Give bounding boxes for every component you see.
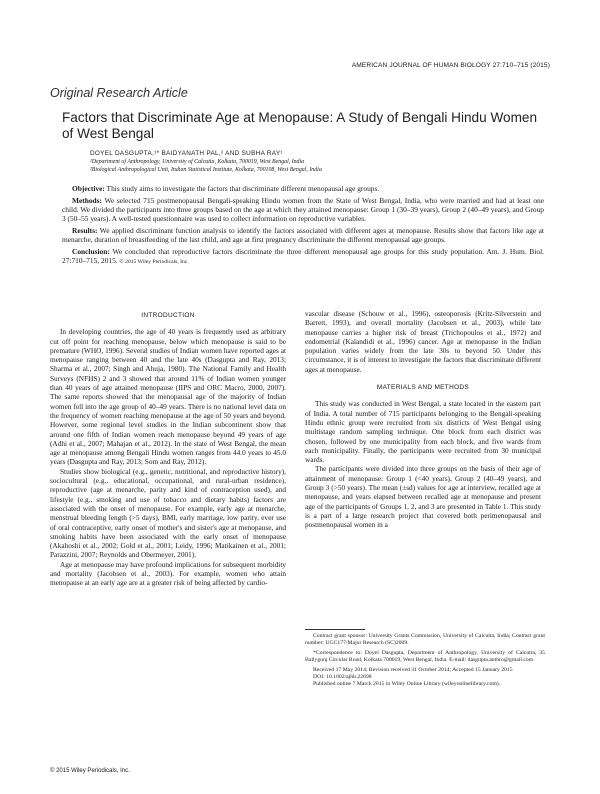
affiliation-2: ²Biological Anthropological Unit, Indian Statistical Institute, Kolkata, 700108, West Bengal, India — [90, 167, 322, 173]
abstract-conclusion — [62, 247, 544, 267]
page-copyright: © 2015 Wiley Periodicals, Inc. — [50, 768, 130, 774]
methods-heading: MATERIALS AND METHODS — [376, 384, 470, 392]
abstract-objective — [62, 184, 544, 193]
footnote-correspondence: *Correspondence to: Doyel Dasgupta, Department of Anthropology, University of Calcutta, 35 Ballygunj Circular Road, Kolkata 700019, West Bengal, India. E-mail: dasgupta.anthro@gmail.com — [305, 650, 545, 663]
affiliation-1: ¹Department of Anthropology, University of Calcutta, Kolkata, 700019, West Bengal, India — [90, 159, 305, 165]
abstract-methods — [62, 196, 544, 224]
methods-text: We selected 715 postmenopausal Bengali-speaking Hindu women from the State of West Bengal, India, who were married and had at least one child. We divided the participants into three groups based on the age at which they attained menopause: Group 1 (30–39 years), Group 2 (40–49 years), and Group 3 (50–55 years). A well-tested questionnaire was used to collect information on reproductive variables. — [62, 195, 544, 224]
intro-paragraph-1: In developing countries, the age of 40 years is frequently used as arbitrary cut off point for reaching menopause, below which menopause is said to be premature (WHO, 1996). Several studies of Indian women have reported ages at menopause ranging between 40 and the late 40s (Dasgupta and Ray, 2013; Sharma et al., 2007; Singh and Ahuja, 1980). The National Family and Health Surveys (NFHS) 2 and 3 showed that around 11% of Indian women younger than 40 years of age attained menopause (IIPS and ORC Macro, 2000, 2007). The same reports showed that the menopausal age of the majority of Indian women fell into the age group of 40–49 years. There is no national level data on the frequency of women reaching menopause at the age of 50 years and beyond. However, some regional level studies in the Indian subcontinent show that around one fifth of Indian women reach menopause beyond 49 years of age (Adhi et al., 2007; Mahajan et al., 2012). In the state of West Bengal, the mean age at menopause among Bengali Hindu women ranges from 44.0 years to 45.0 years (Dasgupta and Ray, 2013; Som and Ray, 2012). — [50, 327, 286, 467]
footnote-received: Received 17 May 2014; Revision received 31 October 2014; Accepted 15 January 2015 — [313, 667, 513, 673]
left-column — [50, 309, 286, 588]
footnotes — [305, 633, 545, 688]
abstract-copyright: © 2015 Wiley Periodicals, Inc. — [119, 259, 189, 266]
methods-paragraph-2: The participants were divided into three groups on the basis of their age of attainment of menopause: Group 1 (<40 years), Group 2 (40–49 years), and Group 3 (>50 years). The mean (±sd) values for age at interview, recalled age at menopause, and years elapsed between recalled age at menopause and present age of the participants of Groups 1, 2, and 3 are presented in Table 1. This study is a part of a large research project that covered both perimenopausal and postmenopausal women in a — [305, 464, 541, 530]
footnote-rule — [305, 629, 365, 630]
objective-text: This study aims to investigate the factors that discriminate different menopausal age groups. — [104, 184, 380, 193]
results-label: Results: — [72, 226, 98, 235]
intro-paragraph-2: Studies show biological (e.g., genetic, nutritional, and reproductive history), sociocultural (e.g., educational, occupational, and rural-urban residence), reproductive (age at menarche, parity and kind of contraception used), and lifestyle (e.g., smoking and use of tobacco and dietary habits) factors are associated with the onset of menopause. For example, early age at menarche, menstrual bleeding length (>5 days), BMI, early marriage, low parity, ever use of oral contraceptive, early onset of mother's and sister's age at menopause, and smoking habits have been associated with the early onset of menopause (Akahoshi et al., 2002; Gold et al., 2001; Leidy, 1996; Matikainen et al., 2001; Parazzini, 2007; Reynolds and Obermeyer, 2001). — [50, 466, 286, 560]
objective-label: Objective: — [72, 184, 105, 193]
conclusion-label: Conclusion: — [72, 247, 110, 256]
abstract-results — [62, 226, 544, 244]
introduction-heading: INTRODUCTION — [141, 312, 195, 319]
right-column — [305, 309, 541, 530]
methods-paragraph-1: This study was conducted in West Bengal, a state located in the eastern part of India. A total number of 715 participants belonging to the Bengali-speaking Hindu ethnic group were recruited from six districts of West Bengal using multistage random sampling technique. One block from each district was chosen, followed by one municipality from each block, and five wards from each municipality. Finally, the participants were recruited from 30 municipal wards. — [305, 399, 541, 465]
article-title: Factors that Discriminate Age at Menopause: A Study of Bengali Hindu Women of West Bengal — [62, 110, 538, 141]
author-list: DOYEL DASGUPTA,¹* BAIDYANATH PAL,² AND SUBHA RAY¹ — [90, 150, 283, 157]
journal-header: AMERICAN JOURNAL OF HUMAN BIOLOGY 27:710–715 (2015) — [351, 62, 550, 69]
footnote-doi: DOI: 10.1002/ajhb.22698 — [313, 674, 372, 680]
conclusion-text: We concluded that reproductive factors discriminate the three different menopausal age groups for this study population. Am. J. Hum. Biol. 27:710–715, 2015. — [62, 247, 544, 266]
results-text: We applied discriminant function analysis to identify the factors associated with different ages at menopause. Results show that factors like age at menarche, duration of breastfeeding of the last child, and age at first pregnancy discriminate the different menopausal age groups. — [62, 226, 544, 245]
footnote-grant: Contract grant sponsor: University Grants Commission, University of Calcutta, India; Contract grant number: UGC177/Major Research (SC)2009. — [305, 633, 545, 646]
intro-paragraph-3: Age at menopause may have profound implications for subsequent morbidity and mortality (Jacobsen et al., 2003). For example, women who attain menopause at an early age are at a greater risk of being affected by cardio- — [50, 559, 286, 588]
abstract — [62, 184, 544, 270]
intro-continuation: vascular disease (Schouw et al., 1996), osteoporosis (Kritz-Silverstein and Barrett, 1993), and overall mortality (Jacobsen et al., 2003), while late menopause carries a higher risk of breast (Trichopoulos et al., 1972) and endometrial (Kalandidi et al., 1996) cancer. Age at menopause in the Indian population varies widely from the late 30s to beyond 50. Under this circumstance, it is of interest to investigate the factors that discriminate different ages at menopause. — [305, 309, 541, 374]
article-type-label: Original Research Article — [50, 86, 188, 100]
footnote-published: Published online 7 March 2015 in Wiley Online Library (wileyonlinelibrary.com). — [313, 681, 501, 687]
methods-label: Methods: — [72, 195, 102, 205]
